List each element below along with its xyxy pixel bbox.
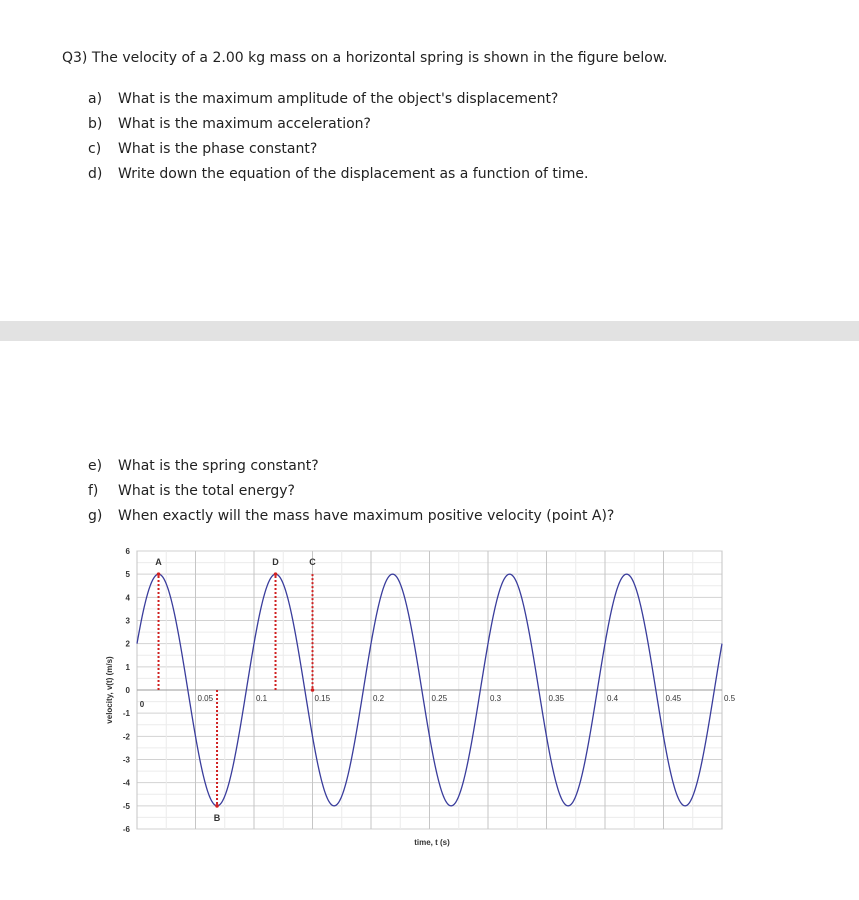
x-tick-label: 0.35: [548, 694, 565, 703]
part-letter: g): [88, 508, 103, 524]
part-letter: d): [88, 166, 103, 182]
y-tick-label: -2: [122, 732, 130, 742]
part-text: What is the maximum acceleration?: [118, 116, 371, 132]
y-tick-label: 5: [125, 570, 130, 580]
x-tick-label: 0.5: [724, 694, 736, 703]
x-axis-label: time, t (s): [414, 838, 450, 847]
part-text: Write down the equation of the displacement as a function of time.: [118, 166, 589, 182]
y-tick-label: 2: [125, 639, 130, 649]
y-axis-label: velocity, v(t) (m/s): [105, 656, 114, 724]
point-marker-b: [215, 804, 219, 808]
point-marker-a: [157, 572, 161, 576]
question-title: Q3) The velocity of a 2.00 kg mass on a horizontal spring is shown in the figure below.: [62, 50, 668, 66]
x-tick-label: 0: [139, 700, 145, 709]
part-text: What is the phase constant?: [118, 141, 318, 157]
y-tick-label: -5: [122, 801, 130, 811]
x-tick-label: 0.25: [431, 694, 448, 703]
x-tick-label: 0.45: [665, 694, 682, 703]
part-letter: a): [88, 91, 103, 107]
y-tick-label: -4: [122, 778, 130, 788]
part-letter: b): [88, 116, 103, 132]
part-text: What is the total energy?: [118, 483, 295, 499]
x-tick-label: 0.2: [373, 694, 385, 703]
y-tick-label: -3: [122, 755, 130, 765]
part-letter: f): [88, 483, 99, 499]
y-tick-label: -1: [122, 709, 130, 719]
part-text: What is the maximum amplitude of the object's displacement?: [118, 91, 559, 107]
point-label-a: A: [155, 557, 162, 568]
point-marker-c: [311, 688, 315, 692]
y-tick-label: 6: [125, 547, 130, 556]
x-tick-label: 0.3: [490, 694, 502, 703]
x-tick-label: 0.05: [197, 694, 214, 703]
point-label-d: D: [272, 557, 279, 568]
part-text: What is the spring constant?: [118, 458, 319, 474]
y-tick-label: 0: [125, 686, 130, 695]
point-label-c: C: [309, 557, 316, 568]
part-text: When exactly will the mass have maximum positive velocity (point A)?: [118, 508, 615, 524]
point-marker-d: [274, 572, 278, 576]
x-tick-label: 0.4: [607, 694, 619, 703]
y-tick-label: -6: [122, 825, 130, 834]
part-letter: c): [88, 141, 102, 157]
part-letter: e): [88, 458, 103, 474]
y-tick-label: 1: [125, 662, 130, 672]
x-tick-label: 0.1: [256, 694, 268, 703]
point-label-b: B: [213, 812, 221, 823]
x-tick-label: 0.15: [314, 694, 331, 703]
y-tick-label: 3: [125, 616, 130, 626]
y-tick-label: 4: [125, 593, 130, 603]
